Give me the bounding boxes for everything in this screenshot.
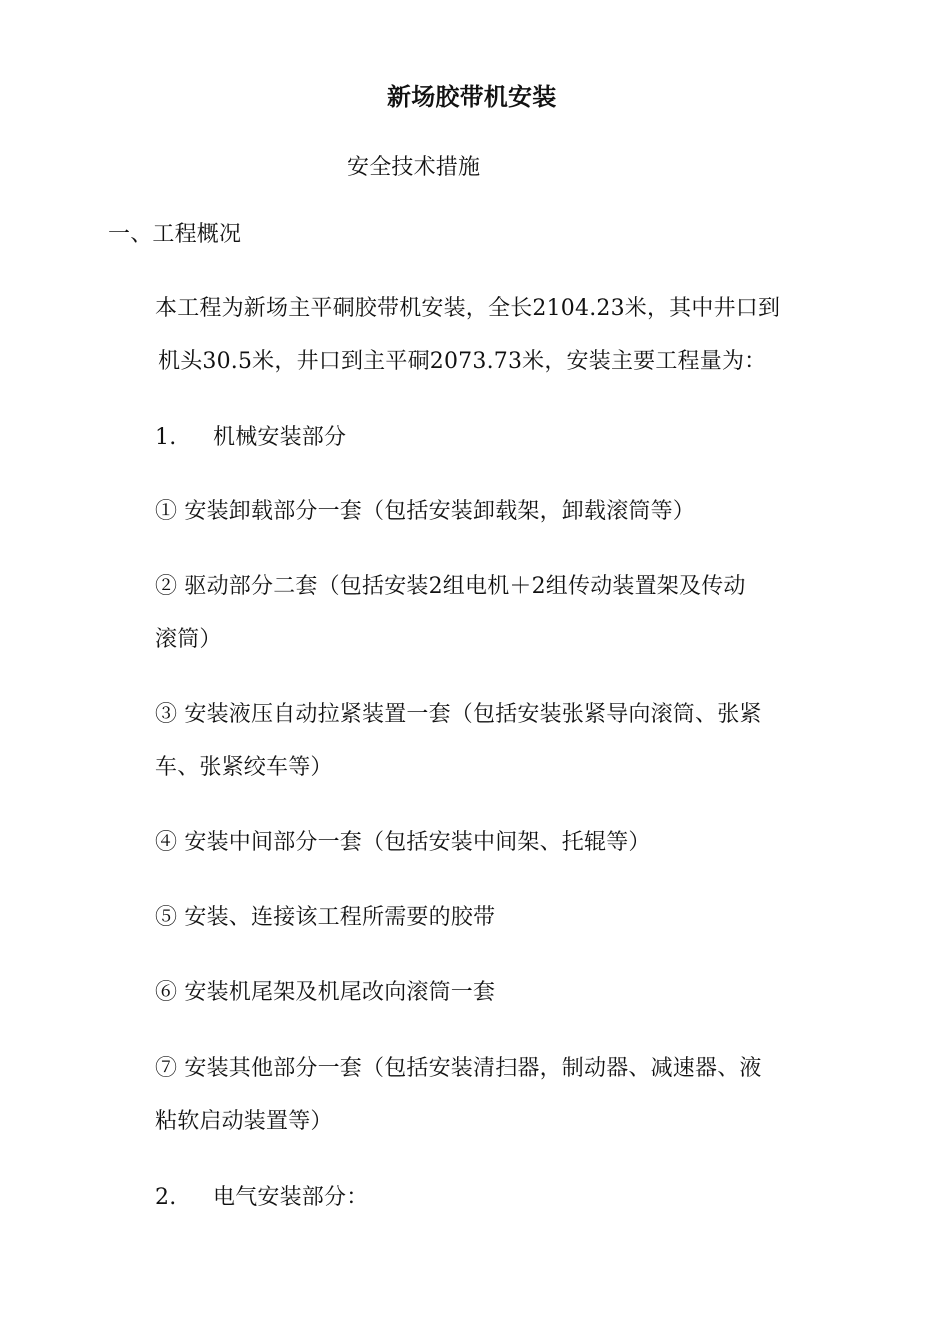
- list-item-continuation: 车、张紧绞车等）: [155, 755, 333, 780]
- list-item: ④ 安装中间部分一套（包括安装中间架、托辊等）: [155, 830, 651, 855]
- part-number: 2.: [155, 1185, 177, 1210]
- list-item-continuation: 粘软启动装置等）: [155, 1109, 333, 1134]
- list-item: ⑦ 安装其他部分一套（包括安装清扫器，制动器、减速器、液: [155, 1056, 762, 1081]
- list-item-continuation: 滚筒）: [155, 627, 222, 652]
- part-number: 1.: [155, 425, 177, 450]
- intro-paragraph-line-1: 本工程为新场主平硐胶带机安装，全长2104.23米，其中井口到: [155, 296, 781, 321]
- part-heading-electrical: [155, 1183, 368, 1213]
- list-item: ② 驱动部分二套（包括安装2组电机＋2组传动装置架及传动: [155, 574, 746, 599]
- list-item: ① 安装卸载部分一套（包括安装卸载架，卸载滚筒等）: [155, 499, 695, 524]
- list-item: ⑤ 安装、连接该工程所需要的胶带: [155, 905, 496, 930]
- document-subtitle: 安全技术措施: [347, 155, 481, 180]
- part-title: 机械安装部分: [213, 425, 347, 450]
- part-heading-mechanical: [155, 423, 346, 453]
- intro-paragraph-line-2: 机头30.5米，井口到主平硐2073.73米，安装主要工程量为：: [158, 349, 767, 374]
- part-title: 电气安装部分：: [213, 1185, 369, 1210]
- section-heading: 一、工程概况: [108, 222, 242, 247]
- list-item: ⑥ 安装机尾架及机尾改向滚筒一套: [155, 980, 496, 1005]
- list-item: ③ 安装液压自动拉紧装置一套（包括安装张紧导向滚筒、张紧: [155, 702, 762, 727]
- document-title: 新场胶带机安装: [387, 83, 557, 111]
